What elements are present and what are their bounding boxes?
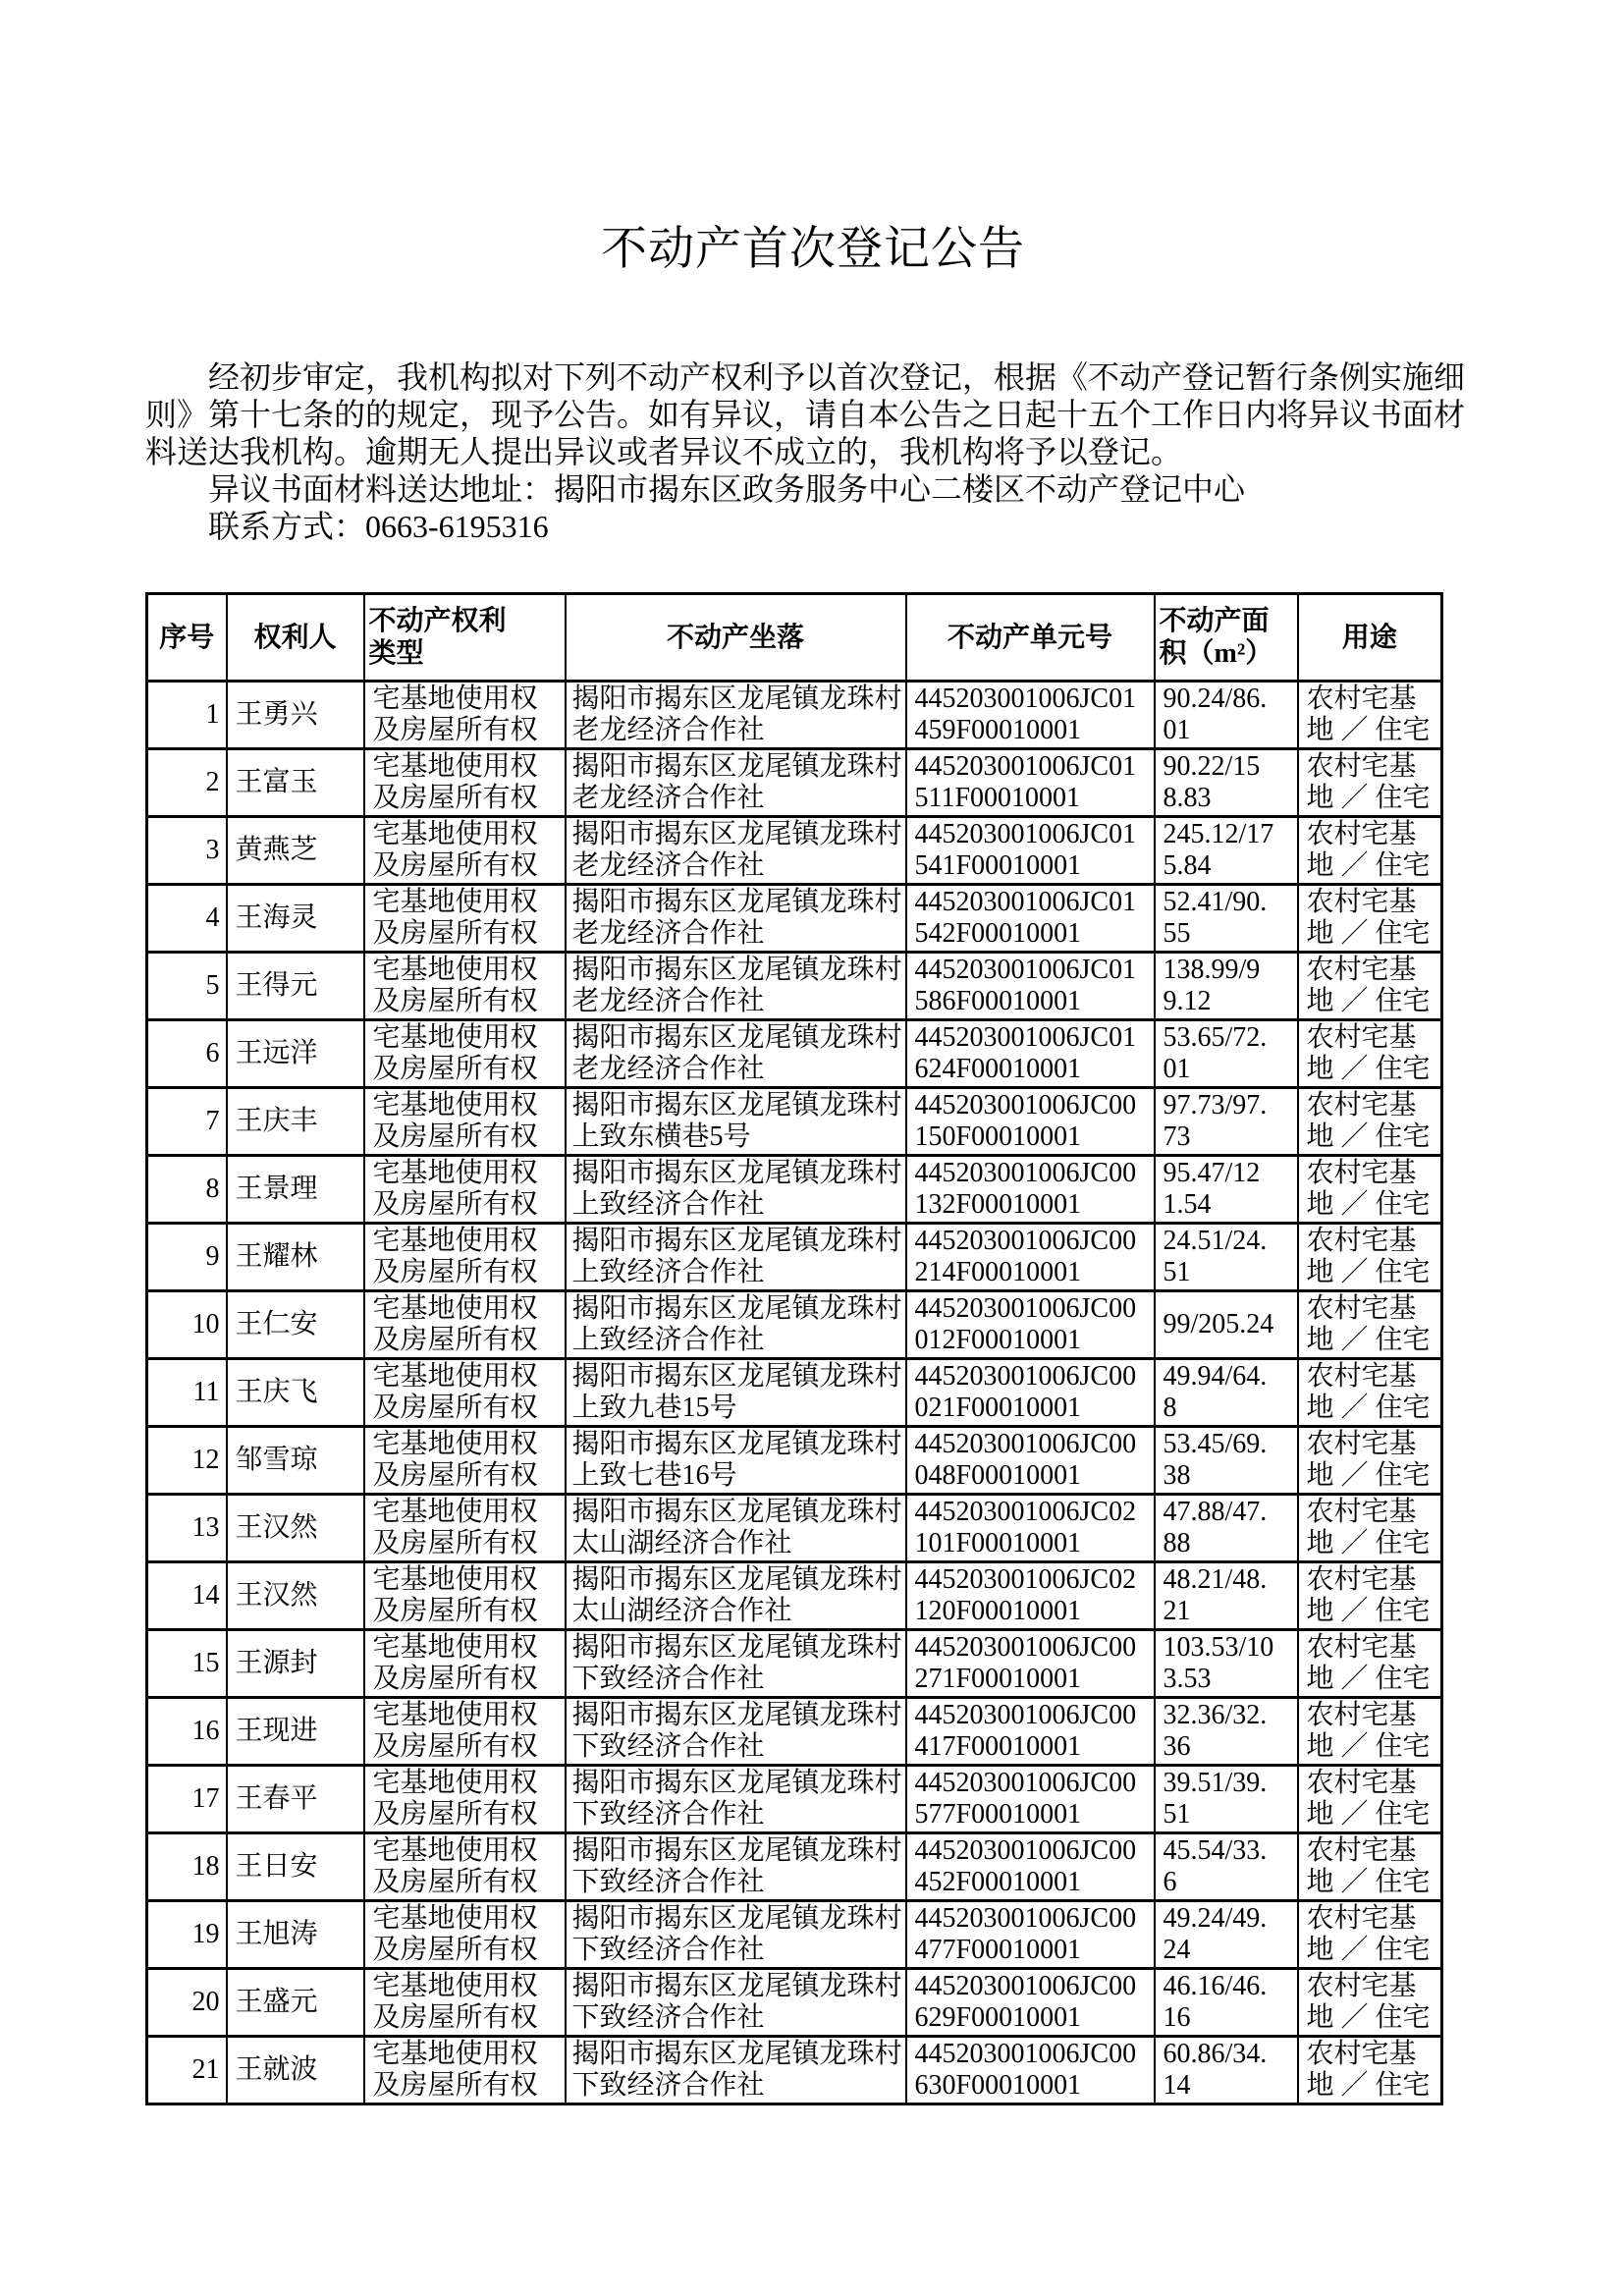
table-row (147, 1630, 1442, 1698)
property-location: 揭阳市揭东区龙尾镇龙珠村老龙经济合作社 (571, 887, 902, 949)
right-type: 宅基地使用权及房屋所有权 (372, 1632, 538, 1694)
use-value: 农村宅基地 ／ 住宅 (1306, 1361, 1431, 1423)
use-value: 农村宅基地 ／ 住宅 (1306, 955, 1431, 1016)
table-row (147, 1291, 1442, 1359)
property-location: 揭阳市揭东区龙尾镇龙珠村上致经济合作社 (571, 1158, 902, 1220)
area-value: 52.41/90.55 (1163, 887, 1268, 949)
right-type: 宅基地使用权及房屋所有权 (372, 1835, 538, 1897)
owner-name: 王海灵 (235, 902, 318, 933)
area-value: 138.99/99.12 (1163, 955, 1261, 1016)
right-type: 宅基地使用权及房屋所有权 (372, 683, 538, 745)
owner-name: 王汉然 (235, 1580, 318, 1611)
table-row (147, 1698, 1442, 1766)
owner-name: 黄燕芝 (235, 835, 318, 865)
owner-name: 王耀林 (235, 1241, 318, 1272)
registry-table-body (147, 682, 1442, 2104)
property-location: 揭阳市揭东区龙尾镇龙珠村下致经济合作社 (571, 2039, 902, 2101)
table-row (147, 1224, 1442, 1291)
use-value: 农村宅基地 ／ 住宅 (1306, 1293, 1431, 1355)
use-value: 农村宅基地 ／ 住宅 (1306, 751, 1431, 813)
header-no: 序号 (147, 594, 227, 682)
right-type: 宅基地使用权及房屋所有权 (372, 1361, 538, 1423)
use-value: 农村宅基地 ／ 住宅 (1306, 1090, 1431, 1152)
unit-number: 445203001006JC01624F00010001 (914, 1022, 1137, 1084)
property-location: 揭阳市揭东区龙尾镇龙珠村下致经济合作社 (571, 1971, 902, 2033)
unit-number: 445203001006JC00150F00010001 (914, 1090, 1137, 1152)
header-unit-no: 不动产单元号 (906, 594, 1155, 682)
header-use: 用途 (1298, 594, 1442, 682)
property-location: 揭阳市揭东区龙尾镇龙珠村老龙经济合作社 (571, 955, 902, 1016)
use-value: 农村宅基地 ／ 住宅 (1306, 819, 1431, 881)
use-value: 农村宅基地 ／ 住宅 (1306, 887, 1431, 949)
contact-line: 联系方式：0663-6195316 (208, 509, 549, 544)
use-value: 农村宅基地 ／ 住宅 (1306, 1903, 1431, 1965)
owner-name: 王得元 (235, 970, 318, 1001)
unit-number: 445203001006JC01541F00010001 (914, 819, 1137, 881)
owner-name: 王勇兴 (235, 699, 318, 730)
unit-number: 445203001006JC00021F00010001 (914, 1361, 1137, 1423)
use-value: 农村宅基地 ／ 住宅 (1306, 1158, 1431, 1220)
right-type: 宅基地使用权及房屋所有权 (372, 1293, 538, 1355)
property-location: 揭阳市揭东区龙尾镇龙珠村老龙经济合作社 (571, 1022, 902, 1084)
property-location: 揭阳市揭东区龙尾镇龙珠村下致经济合作社 (571, 1700, 902, 1762)
owner-name: 王现进 (235, 1716, 318, 1746)
area-value: 60.86/34.14 (1163, 2039, 1268, 2101)
right-type: 宅基地使用权及房屋所有权 (372, 2039, 538, 2101)
unit-number: 445203001006JC00629F00010001 (914, 1971, 1137, 2033)
unit-number: 445203001006JC02120F00010001 (914, 1564, 1137, 1626)
owner-name: 王盛元 (235, 1987, 318, 2017)
property-location: 揭阳市揭东区龙尾镇龙珠村上致七巷16号 (571, 1429, 902, 1491)
unit-number: 445203001006JC00132F00010001 (914, 1158, 1137, 1220)
area-value: 24.51/24.51 (1163, 1226, 1268, 1287)
owner-name: 王景理 (235, 1174, 318, 1204)
unit-number: 445203001006JC01511F00010001 (914, 751, 1137, 813)
right-type: 宅基地使用权及房屋所有权 (372, 1090, 538, 1152)
right-type: 宅基地使用权及房屋所有权 (372, 1226, 538, 1287)
table-row (147, 1020, 1442, 1088)
row-number: 8 (205, 1174, 220, 1204)
table-row (147, 682, 1442, 749)
property-location: 揭阳市揭东区龙尾镇龙珠村上致九巷15号 (571, 1361, 902, 1423)
table-row (147, 817, 1442, 885)
table-row (147, 2037, 1442, 2104)
property-location: 揭阳市揭东区龙尾镇龙珠村上致经济合作社 (571, 1293, 902, 1355)
right-type: 宅基地使用权及房屋所有权 (372, 1429, 538, 1491)
table-row (147, 1427, 1442, 1495)
property-location: 揭阳市揭东区龙尾镇龙珠村下致经济合作社 (571, 1835, 902, 1897)
property-location: 揭阳市揭东区龙尾镇龙珠村太山湖经济合作社 (571, 1497, 902, 1558)
unit-number: 445203001006JC01459F00010001 (914, 683, 1137, 745)
use-value: 农村宅基地 ／ 住宅 (1306, 1429, 1431, 1491)
owner-name: 王庆丰 (235, 1106, 318, 1136)
right-type: 宅基地使用权及房屋所有权 (372, 819, 538, 881)
table-row (147, 1901, 1442, 1969)
area-value: 45.54/33.6 (1163, 1835, 1268, 1897)
unit-number: 445203001006JC00417F00010001 (914, 1700, 1137, 1762)
row-number: 9 (205, 1241, 220, 1272)
property-location: 揭阳市揭东区龙尾镇龙珠村下致经济合作社 (571, 1768, 902, 1830)
property-location: 揭阳市揭东区龙尾镇龙珠村上致东横巷5号 (571, 1090, 902, 1152)
table-header-row (147, 594, 1442, 682)
owner-name: 邹雪琼 (235, 1445, 318, 1475)
right-type: 宅基地使用权及房屋所有权 (372, 751, 538, 813)
area-value: 39.51/39.51 (1163, 1768, 1268, 1830)
unit-number: 445203001006JC01542F00010001 (914, 887, 1137, 949)
unit-number: 445203001006JC00012F00010001 (914, 1293, 1137, 1355)
property-location: 揭阳市揭东区龙尾镇龙珠村下致经济合作社 (571, 1903, 902, 1965)
area-value: 46.16/46.16 (1163, 1971, 1268, 2033)
unit-number: 445203001006JC00477F00010001 (914, 1903, 1137, 1965)
use-value: 农村宅基地 ／ 住宅 (1306, 1564, 1431, 1626)
right-type: 宅基地使用权及房屋所有权 (372, 1903, 538, 1965)
use-value: 农村宅基地 ／ 住宅 (1306, 1022, 1431, 1084)
row-number: 3 (205, 835, 220, 865)
property-location: 揭阳市揭东区龙尾镇龙珠村下致经济合作社 (571, 1632, 902, 1694)
area-value: 90.22/158.83 (1163, 751, 1261, 813)
row-number: 12 (191, 1445, 220, 1475)
area-value: 95.47/121.54 (1163, 1158, 1261, 1220)
table-row (147, 1495, 1442, 1562)
header-owner: 权利人 (227, 594, 364, 682)
row-number: 21 (191, 2054, 220, 2085)
table-row (147, 885, 1442, 953)
owner-name: 王日安 (235, 1851, 318, 1882)
row-number: 11 (192, 1377, 220, 1407)
row-number: 1 (205, 699, 220, 730)
intro-block (145, 358, 1481, 545)
row-number: 16 (191, 1716, 220, 1746)
owner-name: 王旭涛 (235, 1919, 318, 1949)
table-row (147, 1969, 1442, 2037)
table-row (147, 953, 1442, 1020)
use-value: 农村宅基地 ／ 住宅 (1306, 1497, 1431, 1558)
use-value: 农村宅基地 ／ 住宅 (1306, 1632, 1431, 1694)
unit-number: 445203001006JC01586F00010001 (914, 955, 1137, 1016)
table-row (147, 749, 1442, 817)
area-value: 32.36/32.36 (1163, 1700, 1268, 1762)
row-number: 4 (205, 902, 220, 933)
row-number: 13 (191, 1512, 220, 1543)
row-number: 7 (205, 1106, 220, 1136)
row-number: 15 (191, 1648, 220, 1678)
owner-name: 王富玉 (235, 767, 318, 797)
area-value: 245.12/175.84 (1163, 819, 1274, 881)
unit-number: 445203001006JC00214F00010001 (914, 1226, 1137, 1287)
unit-number: 445203001006JC00048F00010001 (914, 1429, 1137, 1491)
owner-name: 王春平 (235, 1783, 318, 1814)
notice-content (145, 221, 1481, 2105)
right-type: 宅基地使用权及房屋所有权 (372, 955, 538, 1016)
use-value: 农村宅基地 ／ 住宅 (1306, 1226, 1431, 1287)
owner-name: 王汉然 (235, 1512, 318, 1543)
right-type: 宅基地使用权及房屋所有权 (372, 1700, 538, 1762)
table-row (147, 1833, 1442, 1901)
area-value: 49.24/49.24 (1163, 1903, 1268, 1965)
use-value: 农村宅基地 ／ 住宅 (1306, 683, 1431, 745)
registry-table-head (147, 594, 1442, 682)
header-area (1155, 594, 1298, 682)
row-number: 19 (191, 1919, 220, 1949)
property-location: 揭阳市揭东区龙尾镇龙珠村老龙经济合作社 (571, 751, 902, 813)
unit-number: 445203001006JC00577F00010001 (914, 1768, 1137, 1830)
row-number: 5 (205, 970, 220, 1001)
area-value: 53.65/72.01 (1163, 1022, 1268, 1084)
document-title: 不动产首次登记公告 (601, 224, 1025, 275)
unit-number: 445203001006JC00452F00010001 (914, 1835, 1137, 1897)
owner-name: 王就波 (235, 2054, 318, 2085)
owner-name: 王庆飞 (235, 1377, 318, 1407)
property-location: 揭阳市揭东区龙尾镇龙珠村老龙经济合作社 (571, 683, 902, 745)
table-row (147, 1156, 1442, 1224)
area-value: 90.24/86.01 (1163, 683, 1268, 745)
row-number: 2 (205, 767, 220, 797)
table-row (147, 1766, 1442, 1833)
row-number: 17 (191, 1783, 220, 1814)
area-value: 103.53/103.53 (1163, 1632, 1274, 1694)
right-type: 宅基地使用权及房屋所有权 (372, 1971, 538, 2033)
right-type: 宅基地使用权及房屋所有权 (372, 1768, 538, 1830)
owner-name: 王仁安 (235, 1309, 318, 1339)
header-right-type (364, 594, 566, 682)
right-type: 宅基地使用权及房屋所有权 (372, 1158, 538, 1220)
right-type: 宅基地使用权及房屋所有权 (372, 1497, 538, 1558)
use-value: 农村宅基地 ／ 住宅 (1306, 2039, 1431, 2101)
use-value: 农村宅基地 ／ 住宅 (1306, 1971, 1431, 2033)
row-number: 14 (191, 1580, 220, 1611)
area-value: 48.21/48.21 (1163, 1564, 1268, 1626)
use-value: 农村宅基地 ／ 住宅 (1306, 1835, 1431, 1897)
area-value: 47.88/47.88 (1163, 1497, 1268, 1558)
right-type: 宅基地使用权及房屋所有权 (372, 1564, 538, 1626)
area-value: 53.45/69.38 (1163, 1429, 1268, 1491)
area-value: 97.73/97.73 (1163, 1090, 1268, 1152)
area-value: 99/205.24 (1163, 1309, 1274, 1339)
table-row (147, 1088, 1442, 1156)
table-row (147, 1562, 1442, 1630)
table-row (147, 1359, 1442, 1427)
row-number: 18 (191, 1851, 220, 1882)
property-location: 揭阳市揭东区龙尾镇龙珠村上致经济合作社 (571, 1226, 902, 1287)
header-right-type-label: 不动产权利类型 (368, 606, 507, 669)
address-line: 异议书面材料送达地址：揭阳市揭东区政务服务中心二楼区不动产登记中心 (208, 471, 1246, 507)
unit-number: 445203001006JC00630F00010001 (914, 2039, 1137, 2101)
use-value: 农村宅基地 ／ 住宅 (1306, 1768, 1431, 1830)
row-number: 20 (191, 1987, 220, 2017)
right-type: 宅基地使用权及房屋所有权 (372, 887, 538, 949)
use-value: 农村宅基地 ／ 住宅 (1306, 1700, 1431, 1762)
registry-table (145, 592, 1443, 2105)
property-location: 揭阳市揭东区龙尾镇龙珠村老龙经济合作社 (571, 819, 902, 881)
row-number: 6 (205, 1038, 220, 1068)
area-value: 49.94/64.8 (1163, 1361, 1268, 1423)
intro-paragraph: 经初步审定，我机构拟对下列不动产权利予以首次登记，根据《不动产登记暂行条例实施细则》第十七条的的规定，现予公告。如有异议，请自本公告之日起十五个工作日内将异议书面材料送达我机构。逾期无人提出异议或者异议不成立的，我机构将予以登记。 (145, 359, 1466, 469)
row-number: 10 (191, 1309, 220, 1339)
property-location: 揭阳市揭东区龙尾镇龙珠村太山湖经济合作社 (571, 1564, 902, 1626)
right-type: 宅基地使用权及房屋所有权 (372, 1022, 538, 1084)
header-area-label: 不动产面积（m²） (1159, 606, 1273, 669)
unit-number: 445203001006JC00271F00010001 (914, 1632, 1137, 1694)
header-location: 不动产坐落 (566, 594, 906, 682)
owner-name: 王远洋 (235, 1038, 318, 1068)
owner-name: 王源封 (235, 1648, 318, 1678)
unit-number: 445203001006JC02101F00010001 (914, 1497, 1137, 1558)
